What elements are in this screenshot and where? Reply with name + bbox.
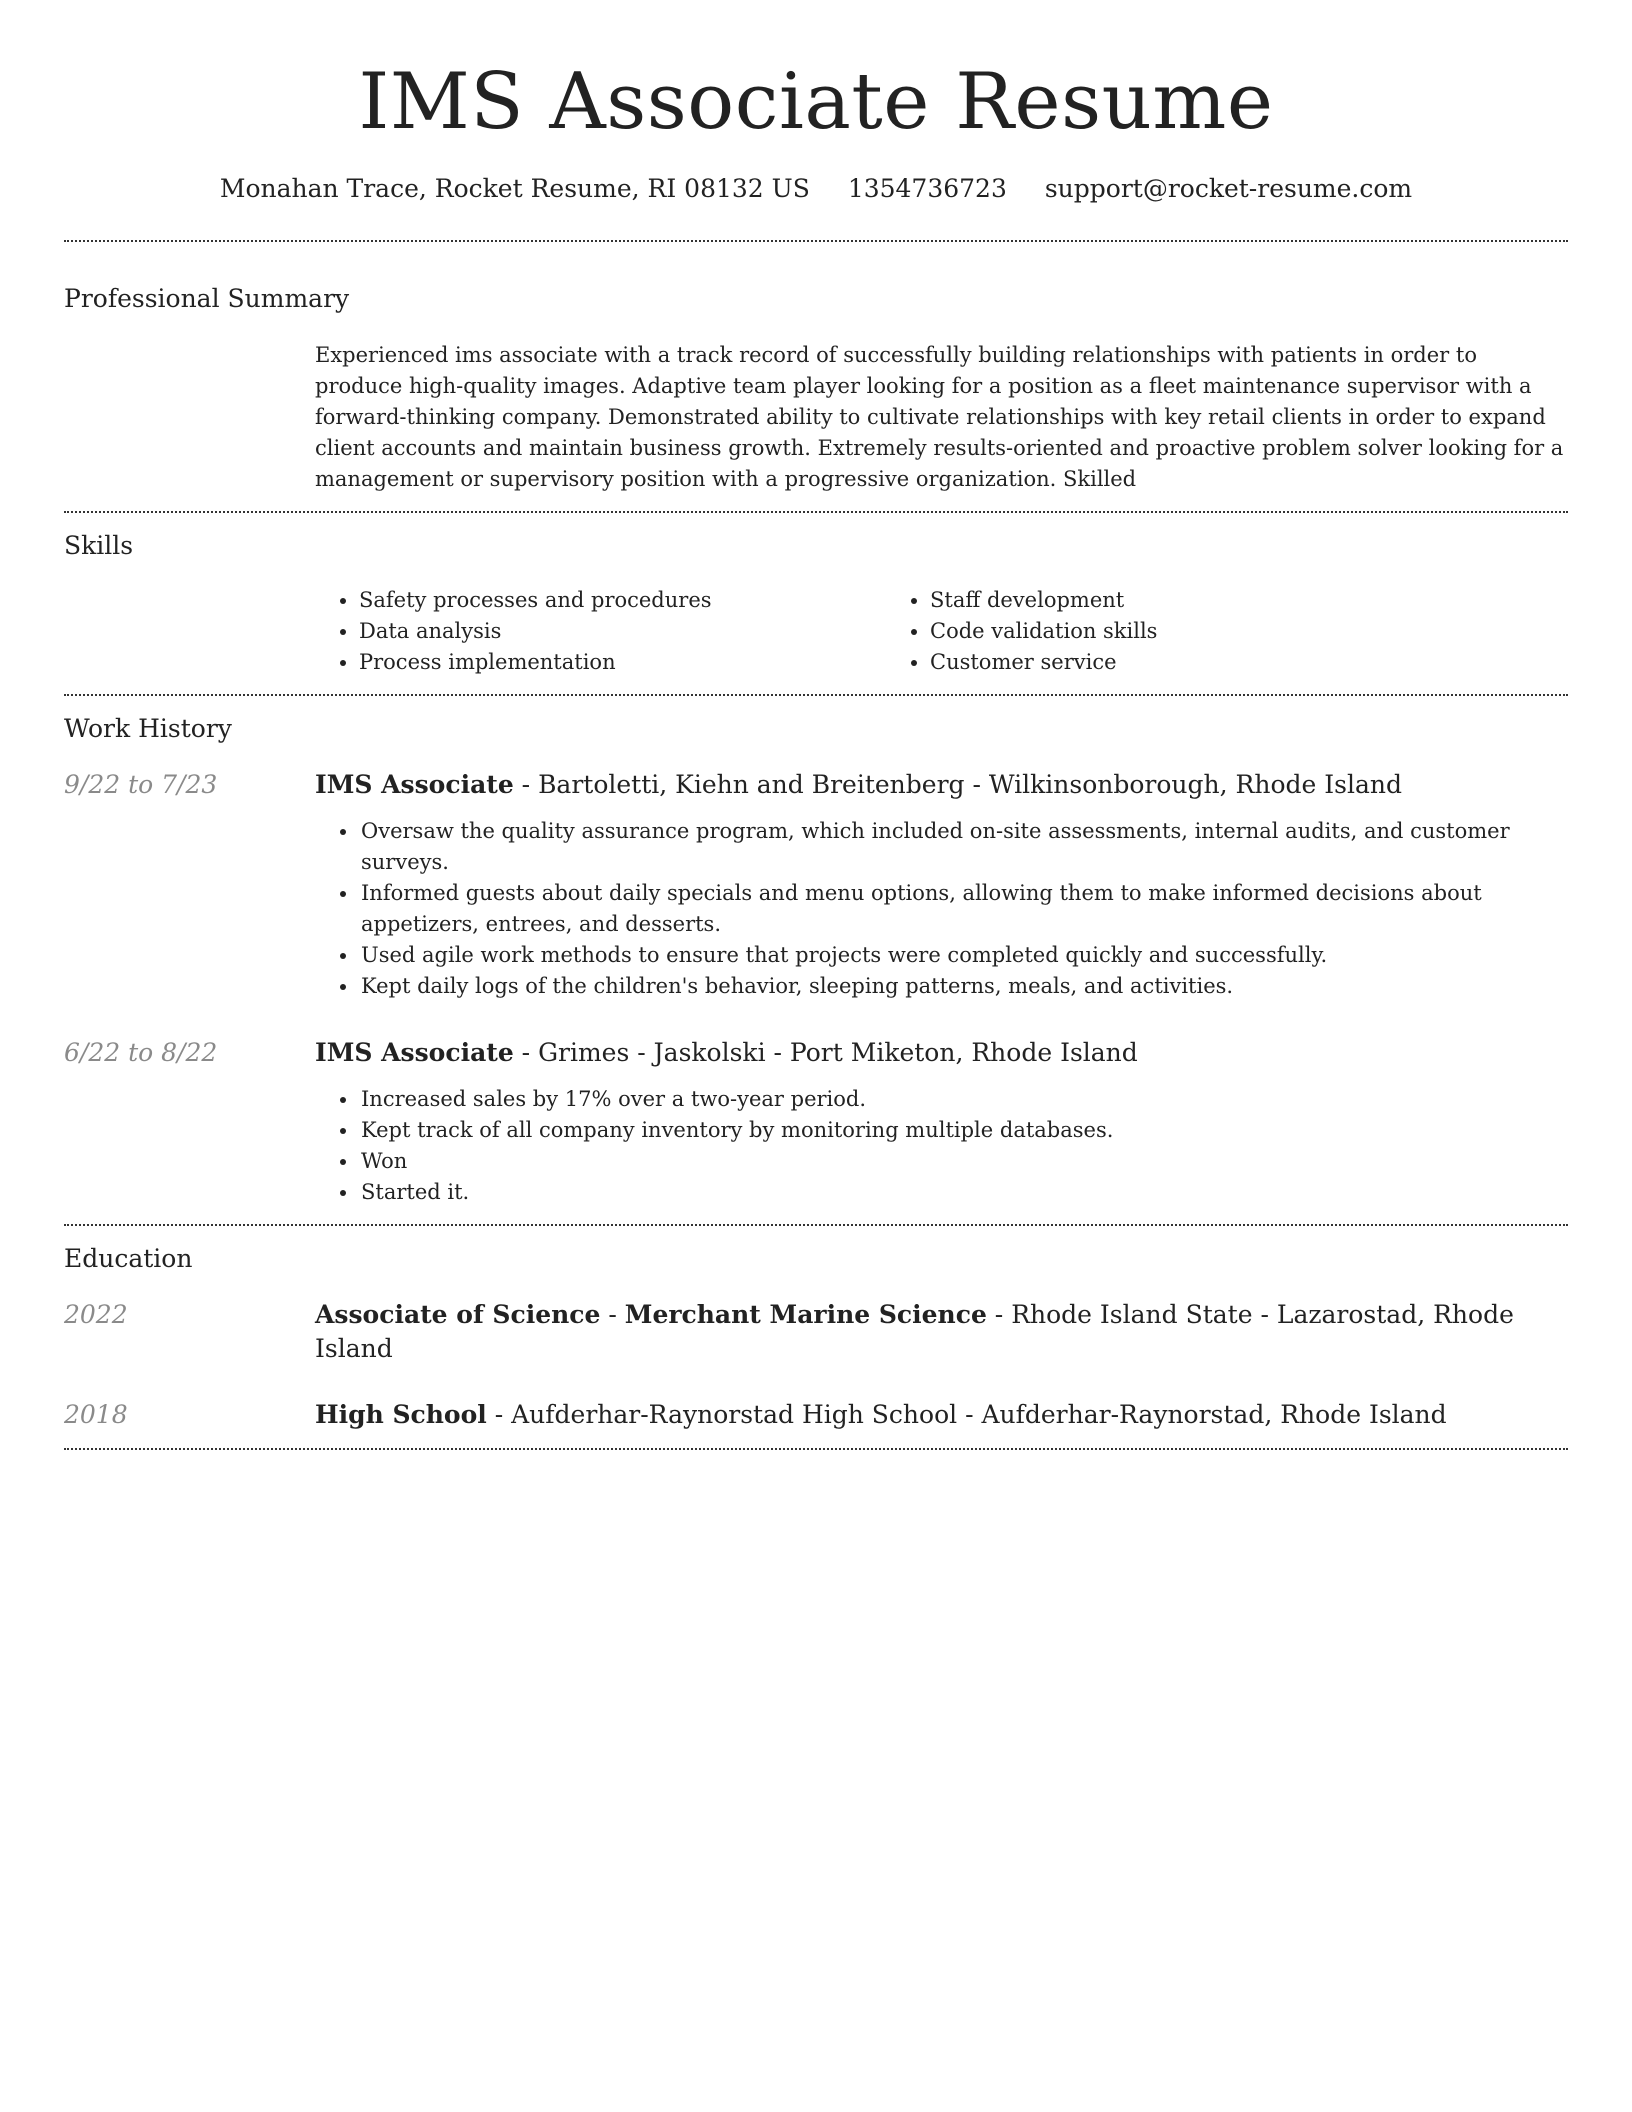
- work-heading: Work History: [64, 714, 232, 743]
- separator: -: [600, 1300, 625, 1329]
- job-bullet: • Informed guests about daily specials and menu options, allowing them to make informed decisions about appetizers, entrees, and desserts.: [359, 878, 1568, 940]
- education-entry: [64, 1298, 1568, 1366]
- education-entry: [64, 1398, 1568, 1432]
- summary-text: Experienced ims associate with a track record of successfully building relationships with patients in order to produce high-quality images. Adaptive team player looking for a position as a fleet maintenance supervisor with a forward-thinking company. Demonstrated ability to cultivate relationships with key retail clients in order to expand client accounts and maintain business growth. Extremely results-oriented and proactive problem solver looking for a management or supervisory position with a progressive organization. Skilled: [315, 343, 1564, 491]
- job-bullet: • Increased sales by 17% over a two-year period.: [359, 1084, 1568, 1115]
- skills-columns: [315, 585, 1568, 678]
- job-bullet: • Started it.: [359, 1177, 1568, 1208]
- contact-address: Monahan Trace, Rocket Resume, RI 08132 US: [219, 174, 810, 203]
- job-bullets: [315, 1084, 1568, 1208]
- education-heading: Education: [64, 1244, 193, 1273]
- job-company: Grimes - Jaskolski: [538, 1038, 766, 1067]
- education-title: [315, 1298, 1568, 1366]
- contact-line: [64, 172, 1568, 206]
- skill-item: • Data analysis: [359, 616, 886, 647]
- separator: -: [765, 1038, 790, 1067]
- job-bullet: • Kept track of all company inventory by monitoring multiple databases.: [359, 1115, 1568, 1146]
- job-header: [64, 768, 1568, 802]
- job-role: IMS Associate: [315, 1038, 514, 1067]
- job-entry: [64, 768, 1568, 1002]
- job-entry: [64, 1036, 1568, 1208]
- summary-section: [64, 242, 1568, 495]
- job-bullet: • Oversaw the quality assurance program, which included on-site assessments, internal audits, and customer surveys.: [359, 816, 1568, 878]
- education-degree: Associate of Science: [315, 1300, 601, 1329]
- skill-item: • Safety processes and procedures: [359, 585, 886, 616]
- separator: -: [513, 1038, 539, 1067]
- skill-item: • Code validation skills: [930, 616, 1506, 647]
- contact-phone: 1354736723: [847, 174, 1007, 203]
- job-title: [315, 768, 1402, 802]
- education-degree: High School: [315, 1400, 487, 1429]
- job-location: Port Miketon, Rhode Island: [789, 1038, 1138, 1067]
- separator: -: [486, 1400, 512, 1429]
- skill-item: • Customer service: [930, 647, 1506, 678]
- summary-heading: Professional Summary: [64, 284, 350, 313]
- skills-heading: Skills: [64, 531, 134, 560]
- education-section: [64, 1226, 1568, 1448]
- contact-email: support@rocket-resume.com: [1044, 174, 1413, 203]
- skills-section: [64, 513, 1568, 678]
- education-year: 2018: [64, 1400, 128, 1429]
- skills-list-right: [886, 585, 1506, 678]
- work-section: [64, 696, 1568, 1224]
- separator: -: [986, 1300, 1012, 1329]
- job-title: [315, 1036, 1138, 1070]
- education-year: 2022: [64, 1300, 128, 1329]
- education-school: Aufderhar-Raynorstad High School - Aufderhar-Raynorstad, Rhode Island: [511, 1400, 1447, 1429]
- divider: [64, 1448, 1568, 1450]
- separator: -: [964, 770, 989, 799]
- job-location: Wilkinsonborough, Rhode Island: [988, 770, 1402, 799]
- job-role: IMS Associate: [315, 770, 514, 799]
- job-company: Bartoletti, Kiehn and Breitenberg: [538, 770, 965, 799]
- job-header: [64, 1036, 1568, 1070]
- job-bullets: [315, 816, 1568, 1002]
- skills-list-left: [315, 585, 886, 678]
- job-bullet: • Won: [359, 1146, 1568, 1177]
- job-bullet: • Used agile work methods to ensure that projects were completed quickly and successfully.: [359, 940, 1568, 971]
- job-dates: 6/22 to 8/22: [64, 1038, 218, 1067]
- education-field: Merchant Marine Science: [624, 1300, 987, 1329]
- resume-page: [64, 0, 1568, 1450]
- job-bullet: • Kept daily logs of the children's behavior, sleeping patterns, meals, and activities.: [359, 971, 1568, 1002]
- skill-item: • Staff development: [930, 585, 1506, 616]
- resume-title: IMS Associate Resume: [358, 57, 1274, 147]
- job-dates: 9/22 to 7/23: [64, 770, 218, 799]
- education-school: Rhode Island State - Lazarostad, Rhode Island: [315, 1300, 1514, 1363]
- education-title: [315, 1398, 1447, 1432]
- skill-item: • Process implementation: [359, 647, 886, 678]
- separator: -: [513, 770, 539, 799]
